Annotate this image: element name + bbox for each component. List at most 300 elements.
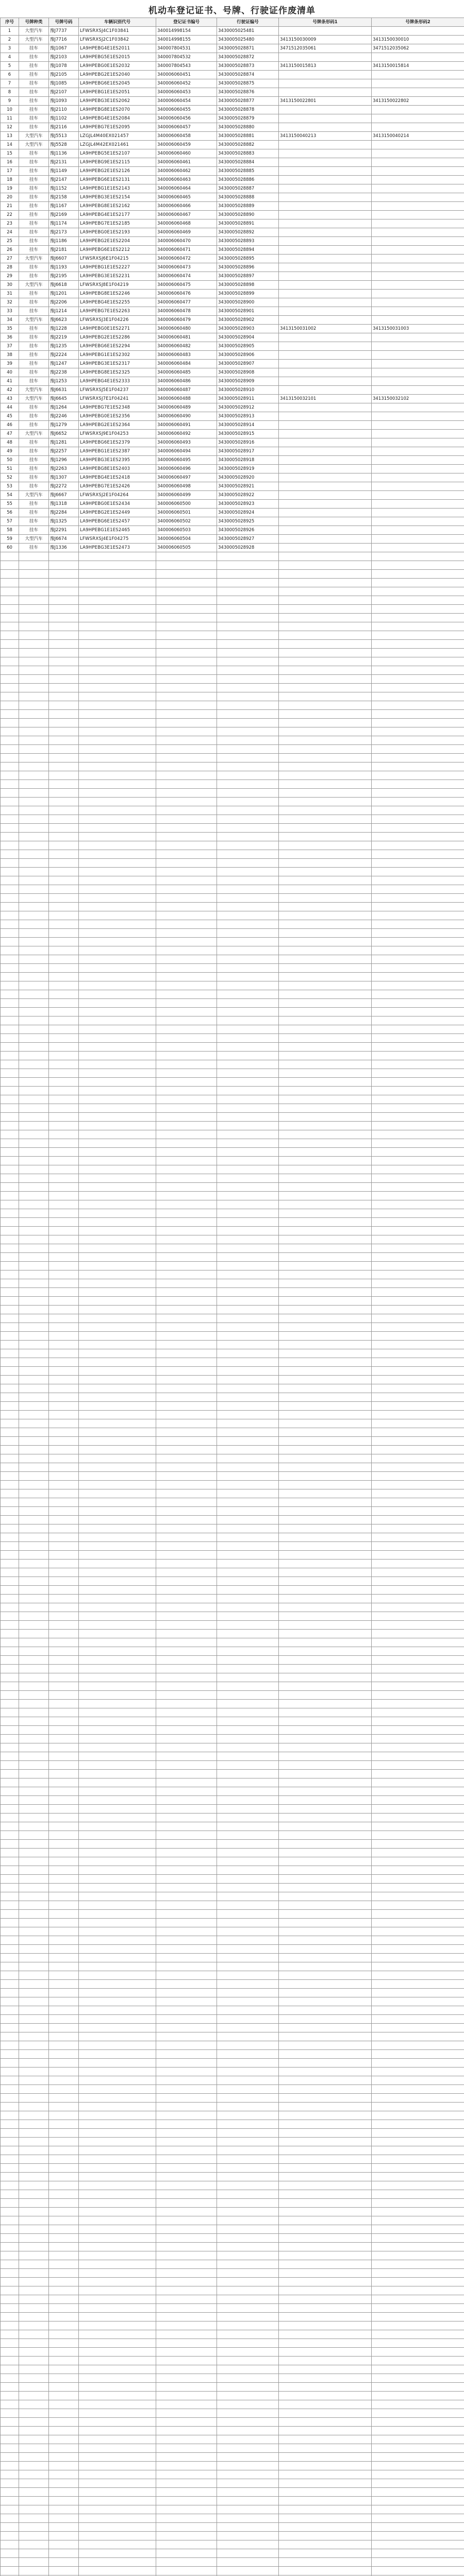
empty-cell	[49, 2190, 79, 2199]
empty-cell	[217, 1306, 279, 1314]
empty-cell	[49, 561, 79, 570]
empty-cell	[217, 1901, 279, 1910]
empty-cell	[19, 885, 49, 894]
empty-cell	[49, 1069, 79, 1078]
empty-cell	[156, 2181, 217, 2190]
empty-cell	[217, 1787, 279, 1796]
empty-cell	[19, 1034, 49, 1043]
empty-cell	[279, 1682, 372, 1691]
empty-table-row	[1, 2365, 464, 2374]
empty-cell	[49, 815, 79, 824]
empty-table-row	[1, 684, 464, 692]
empty-cell	[279, 1919, 372, 1927]
empty-cell	[279, 1638, 372, 1647]
empty-cell	[49, 771, 79, 780]
empty-cell	[156, 1612, 217, 1621]
empty-table-row	[1, 1139, 464, 1148]
empty-cell	[79, 1630, 156, 1638]
column-header-vin: 车辆识别代号	[79, 18, 156, 27]
cell-registration-cert: 340006060502	[156, 517, 217, 526]
empty-cell	[79, 745, 156, 754]
empty-cell	[49, 2514, 79, 2523]
empty-cell	[279, 1840, 372, 1849]
empty-cell	[49, 1962, 79, 1971]
empty-cell	[217, 1656, 279, 1665]
cell-driving-license: 3430005028924	[217, 509, 279, 517]
empty-cell	[49, 806, 79, 815]
empty-cell	[217, 1454, 279, 1463]
empty-cell	[372, 1595, 464, 1603]
empty-cell	[79, 1025, 156, 1034]
empty-cell	[279, 2269, 372, 2278]
empty-table-row	[1, 762, 464, 771]
empty-cell	[279, 2392, 372, 2400]
cell-serial: 57	[1, 517, 19, 526]
empty-cell	[279, 2111, 372, 2120]
empty-cell	[79, 1910, 156, 1919]
cell-plate-barcode-2	[372, 141, 464, 149]
empty-cell	[279, 2181, 372, 2190]
empty-cell	[217, 1200, 279, 1209]
cell-plate-barcode-1	[279, 255, 372, 263]
empty-table-row	[1, 1568, 464, 1577]
empty-cell	[79, 2146, 156, 2155]
empty-cell	[1, 1761, 19, 1770]
empty-cell	[156, 1980, 217, 1989]
empty-cell	[79, 2453, 156, 2462]
cell-plate-barcode-1	[279, 368, 372, 377]
empty-cell	[79, 2418, 156, 2427]
empty-table-row	[1, 1945, 464, 1954]
empty-cell	[372, 1673, 464, 1682]
empty-cell	[372, 1122, 464, 1130]
empty-cell	[217, 1428, 279, 1437]
empty-cell	[279, 1665, 372, 1673]
empty-cell	[217, 946, 279, 955]
empty-cell	[279, 1446, 372, 1454]
empty-cell	[79, 2260, 156, 2269]
empty-cell	[1, 1533, 19, 1542]
empty-cell	[217, 2260, 279, 2269]
empty-cell	[372, 2435, 464, 2444]
empty-cell	[19, 1849, 49, 1857]
cell-vin: LA9HPEBG7E1ES2263	[79, 307, 156, 316]
empty-cell	[279, 1016, 372, 1025]
empty-cell	[156, 2374, 217, 2383]
empty-cell	[279, 605, 372, 614]
empty-cell	[19, 1568, 49, 1577]
cell-plate-barcode-1	[279, 158, 372, 167]
empty-cell	[372, 1717, 464, 1726]
empty-cell	[156, 1122, 217, 1130]
cell-serial: 49	[1, 447, 19, 456]
cell-driving-license: 3430005028884	[217, 158, 279, 167]
cell-plate-barcode-1	[279, 438, 372, 447]
empty-cell	[19, 1227, 49, 1235]
cell-serial: 27	[1, 255, 19, 263]
empty-cell	[279, 1376, 372, 1384]
cell-plate-barcode-1	[279, 456, 372, 465]
empty-cell	[19, 833, 49, 841]
empty-cell	[49, 2400, 79, 2409]
cell-plate-barcode-2	[372, 482, 464, 491]
cell-vin: LFWSRXSJ6E1F04215	[79, 255, 156, 263]
empty-table-row	[1, 1104, 464, 1113]
empty-cell	[49, 1113, 79, 1122]
empty-cell	[156, 2138, 217, 2146]
cell-registration-cert: 340006060493	[156, 438, 217, 447]
empty-cell	[49, 1656, 79, 1665]
cell-driving-license: 3430005028909	[217, 377, 279, 386]
empty-cell	[372, 2549, 464, 2558]
empty-cell	[279, 1542, 372, 1551]
empty-cell	[19, 1139, 49, 1148]
cell-vin: LFWSRXSJ7E1F04241	[79, 395, 156, 403]
cell-plate-barcode-1	[279, 316, 372, 325]
cell-plate-barcode-2: 3413150031003	[372, 325, 464, 333]
empty-cell	[1, 1857, 19, 1866]
empty-cell	[19, 2243, 49, 2251]
empty-cell	[49, 1796, 79, 1805]
empty-cell	[217, 1087, 279, 1095]
cell-plate-type: 大型汽车	[19, 132, 49, 141]
empty-cell	[79, 771, 156, 780]
cell-serial: 46	[1, 421, 19, 430]
cell-plate-number: 豫J1264	[49, 403, 79, 412]
empty-cell	[279, 2409, 372, 2418]
empty-cell	[1, 561, 19, 570]
empty-table-row	[1, 1989, 464, 1997]
empty-cell	[279, 1533, 372, 1542]
empty-cell	[279, 1761, 372, 1770]
empty-cell	[279, 2173, 372, 2181]
empty-cell	[49, 754, 79, 762]
empty-cell	[79, 1209, 156, 1218]
cell-plate-barcode-2	[372, 158, 464, 167]
empty-cell	[279, 1752, 372, 1761]
empty-cell	[19, 1770, 49, 1778]
empty-cell	[372, 2278, 464, 2286]
empty-cell	[279, 1209, 372, 1218]
empty-cell	[79, 719, 156, 727]
empty-cell	[19, 1761, 49, 1770]
empty-cell	[49, 2138, 79, 2146]
empty-cell	[156, 1043, 217, 1052]
empty-cell	[1, 2383, 19, 2392]
empty-cell	[1, 1735, 19, 1743]
empty-cell	[279, 1104, 372, 1113]
empty-cell	[79, 587, 156, 596]
empty-table-row	[1, 1192, 464, 1200]
cell-registration-cert: 340006060470	[156, 237, 217, 246]
empty-cell	[279, 2032, 372, 2041]
empty-cell	[372, 833, 464, 841]
empty-cell	[49, 1209, 79, 1218]
empty-cell	[279, 1341, 372, 1349]
cell-registration-cert: 340006060461	[156, 158, 217, 167]
empty-cell	[49, 1901, 79, 1910]
cell-plate-number: 豫J1193	[49, 263, 79, 272]
empty-cell	[79, 2357, 156, 2365]
empty-cell	[49, 1700, 79, 1708]
cell-serial: 1	[1, 27, 19, 36]
empty-cell	[217, 2462, 279, 2470]
empty-cell	[1, 552, 19, 561]
empty-cell	[217, 1761, 279, 1770]
cell-plate-number: 豫J1281	[49, 438, 79, 447]
empty-cell	[217, 780, 279, 789]
empty-cell	[156, 2540, 217, 2549]
empty-cell	[79, 2348, 156, 2357]
empty-cell	[79, 614, 156, 622]
empty-table-row	[1, 1218, 464, 1227]
empty-cell	[156, 727, 217, 736]
empty-table-row	[1, 1148, 464, 1157]
empty-cell	[372, 1314, 464, 1323]
empty-cell	[1, 1244, 19, 1253]
cell-plate-number: 豫J1149	[49, 167, 79, 176]
empty-cell	[19, 964, 49, 973]
empty-cell	[217, 1498, 279, 1507]
empty-cell	[19, 727, 49, 736]
empty-cell	[79, 1402, 156, 1411]
empty-cell	[217, 1551, 279, 1560]
empty-cell	[79, 2470, 156, 2479]
empty-cell	[372, 1113, 464, 1122]
empty-cell	[217, 1770, 279, 1778]
empty-cell	[156, 1989, 217, 1997]
empty-table-row	[1, 929, 464, 938]
empty-cell	[79, 2435, 156, 2444]
empty-cell	[279, 2540, 372, 2549]
empty-cell	[49, 999, 79, 1008]
empty-cell	[49, 727, 79, 736]
empty-cell	[156, 1971, 217, 1980]
empty-cell	[279, 1279, 372, 1288]
empty-cell	[156, 2041, 217, 2050]
table-row	[1, 438, 464, 447]
table-row	[1, 473, 464, 482]
empty-table-row	[1, 1621, 464, 1630]
empty-cell	[156, 859, 217, 868]
empty-cell	[79, 1752, 156, 1761]
empty-cell	[279, 754, 372, 762]
cell-plate-barcode-2	[372, 333, 464, 342]
table-row	[1, 255, 464, 263]
empty-cell	[1, 2357, 19, 2365]
empty-cell	[1, 2339, 19, 2348]
cell-plate-barcode-2	[372, 281, 464, 290]
empty-cell	[1, 946, 19, 955]
empty-cell	[372, 2567, 464, 2575]
empty-cell	[49, 2111, 79, 2120]
empty-cell	[19, 579, 49, 587]
empty-cell	[217, 894, 279, 903]
empty-cell	[156, 2059, 217, 2067]
empty-cell	[1, 1700, 19, 1708]
cell-registration-cert: 340014998154	[156, 27, 217, 36]
empty-cell	[279, 1989, 372, 1997]
empty-cell	[49, 2015, 79, 2024]
table-row	[1, 342, 464, 351]
empty-cell	[1, 1822, 19, 1831]
empty-cell	[372, 1052, 464, 1060]
empty-cell	[156, 833, 217, 841]
cell-plate-barcode-2	[372, 544, 464, 552]
empty-table-row	[1, 1708, 464, 1717]
empty-cell	[19, 1104, 49, 1113]
empty-cell	[279, 841, 372, 850]
empty-cell	[79, 1113, 156, 1122]
empty-cell	[19, 1524, 49, 1533]
empty-cell	[156, 2339, 217, 2348]
table-row	[1, 307, 464, 316]
cell-serial: 39	[1, 360, 19, 368]
cell-plate-type: 挂车	[19, 176, 49, 184]
empty-table-row	[1, 2059, 464, 2067]
empty-cell	[1, 885, 19, 894]
empty-cell	[1, 1577, 19, 1586]
column-header-plate-type: 号牌种类	[19, 18, 49, 27]
empty-cell	[372, 2409, 464, 2418]
empty-cell	[79, 1735, 156, 1743]
empty-cell	[217, 1516, 279, 1524]
empty-table-row	[1, 1376, 464, 1384]
cell-plate-type: 大型汽车	[19, 386, 49, 395]
empty-cell	[217, 1691, 279, 1700]
empty-cell	[19, 1498, 49, 1507]
cell-serial: 58	[1, 526, 19, 535]
cell-plate-number: 豫J7737	[49, 27, 79, 36]
empty-cell	[372, 1165, 464, 1174]
empty-cell	[1, 1200, 19, 1209]
empty-cell	[49, 701, 79, 710]
empty-cell	[79, 1647, 156, 1656]
empty-cell	[156, 1910, 217, 1919]
cell-registration-cert: 340006060485	[156, 368, 217, 377]
cell-plate-barcode-1	[279, 272, 372, 281]
empty-cell	[156, 2050, 217, 2059]
empty-cell	[49, 1919, 79, 1927]
empty-cell	[156, 1016, 217, 1025]
empty-cell	[217, 1332, 279, 1341]
empty-cell	[49, 1183, 79, 1192]
empty-cell	[156, 2470, 217, 2479]
empty-cell	[1, 1980, 19, 1989]
empty-cell	[372, 1446, 464, 1454]
empty-cell	[279, 1244, 372, 1253]
empty-cell	[1, 1253, 19, 1262]
cell-vin: LA9HPEBG7E1ES2185	[79, 219, 156, 228]
empty-cell	[156, 1630, 217, 1638]
empty-table-row	[1, 1892, 464, 1901]
empty-cell	[217, 2418, 279, 2427]
empty-cell	[79, 973, 156, 981]
cell-plate-barcode-2	[372, 202, 464, 211]
cell-driving-license: 3430005028888	[217, 193, 279, 202]
empty-table-row	[1, 1805, 464, 1814]
cell-vin: LA9HPEBG1E1ES2143	[79, 184, 156, 193]
empty-table-row	[1, 973, 464, 981]
empty-cell	[19, 1384, 49, 1393]
empty-cell	[372, 938, 464, 946]
empty-table-row	[1, 1043, 464, 1052]
cell-plate-type: 挂车	[19, 403, 49, 412]
empty-cell	[279, 990, 372, 999]
empty-cell	[217, 1279, 279, 1288]
empty-cell	[79, 1148, 156, 1157]
empty-cell	[79, 1875, 156, 1884]
table-row	[1, 325, 464, 333]
empty-cell	[279, 2234, 372, 2243]
empty-cell	[372, 1787, 464, 1796]
cell-plate-number: 豫J6667	[49, 491, 79, 500]
empty-table-row	[1, 2199, 464, 2208]
empty-table-row	[1, 1551, 464, 1560]
empty-cell	[19, 2146, 49, 2155]
empty-cell	[372, 605, 464, 614]
cell-plate-number: 豫J6645	[49, 395, 79, 403]
empty-cell	[1, 1927, 19, 1936]
empty-cell	[372, 2558, 464, 2567]
empty-cell	[156, 675, 217, 684]
empty-cell	[217, 1568, 279, 1577]
empty-cell	[217, 1183, 279, 1192]
cell-vin: LA9HPEBG1E1ES2051	[79, 88, 156, 97]
empty-cell	[217, 2409, 279, 2418]
empty-cell	[279, 2076, 372, 2085]
empty-cell	[19, 2006, 49, 2015]
empty-cell	[1, 771, 19, 780]
cell-plate-number: 豫J6674	[49, 535, 79, 544]
empty-cell	[279, 1087, 372, 1095]
cell-serial: 32	[1, 298, 19, 307]
empty-cell	[79, 2339, 156, 2348]
empty-cell	[217, 2006, 279, 2015]
empty-cell	[79, 1358, 156, 1367]
empty-cell	[49, 1323, 79, 1332]
empty-cell	[372, 1043, 464, 1052]
empty-cell	[217, 1507, 279, 1516]
cell-serial: 29	[1, 272, 19, 281]
empty-cell	[372, 1682, 464, 1691]
empty-table-row	[1, 2470, 464, 2479]
empty-cell	[49, 1288, 79, 1297]
empty-cell	[217, 2190, 279, 2199]
empty-cell	[49, 1577, 79, 1586]
empty-table-row	[1, 1332, 464, 1341]
empty-table-row	[1, 1306, 464, 1314]
empty-cell	[1, 1647, 19, 1656]
empty-cell	[156, 2216, 217, 2225]
cell-plate-type: 挂车	[19, 202, 49, 211]
empty-cell	[156, 2085, 217, 2094]
empty-cell	[279, 911, 372, 920]
empty-cell	[372, 2497, 464, 2505]
empty-cell	[279, 780, 372, 789]
empty-cell	[49, 1454, 79, 1463]
empty-cell	[1, 2015, 19, 2024]
empty-cell	[1, 1805, 19, 1814]
empty-cell	[49, 1200, 79, 1209]
empty-cell	[372, 657, 464, 666]
empty-cell	[19, 1411, 49, 1419]
empty-cell	[372, 1130, 464, 1139]
empty-cell	[49, 973, 79, 981]
empty-cell	[217, 1323, 279, 1332]
cell-vin: LFWSRXSJ9E1F04253	[79, 430, 156, 438]
cell-driving-license: 3430005028919	[217, 465, 279, 473]
